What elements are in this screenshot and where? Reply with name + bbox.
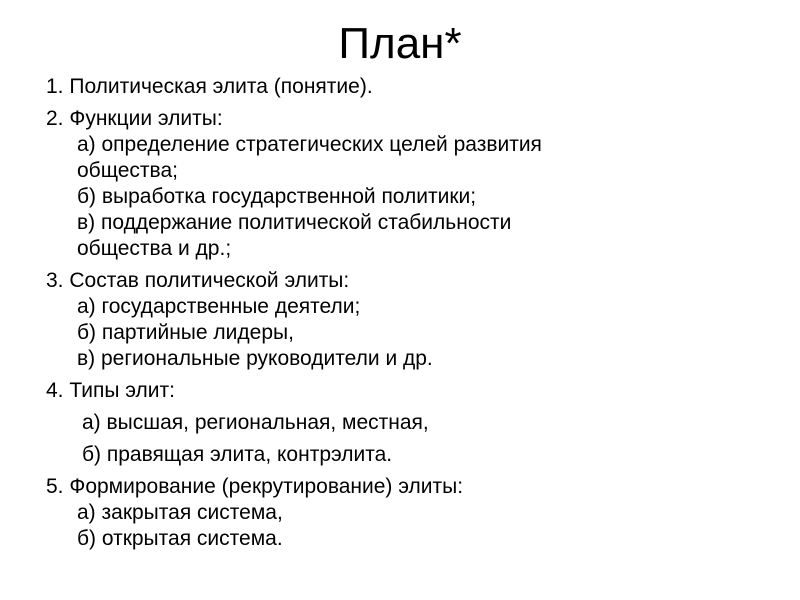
plan-item-3 — [46, 268, 786, 372]
plan-item-5 — [46, 474, 786, 552]
plan-subitem: б) правящая элита, контрэлита. — [82, 443, 393, 466]
plan-subitem: б) партийные лидеры, — [77, 321, 294, 344]
plan-subitem: а) высшая, региональная, местная, — [82, 411, 429, 434]
plan-item-heading: 4. Типы элит: — [46, 379, 175, 402]
plan-item-heading: 1. Политическая элита (понятие). — [46, 75, 373, 98]
plan-subitem: в) поддержание политической стабильности — [77, 211, 512, 234]
slide-title: План* — [338, 19, 462, 68]
plan-subitem: а) определение стратегических целей развития — [77, 133, 542, 156]
plan-subitem: а) закрытая система, — [77, 501, 283, 524]
plan-item-2 — [46, 106, 786, 262]
plan-subitem: б) открытая система. — [77, 527, 283, 550]
plan-subitem: а) государственные деятели; — [77, 295, 361, 318]
plan-item-1 — [46, 74, 786, 100]
plan-item-heading: 3. Состав политической элиты: — [46, 269, 350, 292]
plan-item-heading: 2. Функции элиты: — [46, 107, 223, 130]
plan-subitem: общества и др.; — [77, 237, 232, 260]
plan-subitem: б) выработка государственной политики; — [77, 185, 477, 208]
plan-subitem: в) региональные руководители и др. — [77, 347, 433, 370]
plan-list — [46, 74, 786, 558]
plan-item-4 — [46, 378, 786, 468]
plan-item-heading: 5. Формирование (рекрутирование) элиты: — [46, 475, 464, 498]
plan-subitem: общества; — [77, 159, 178, 182]
